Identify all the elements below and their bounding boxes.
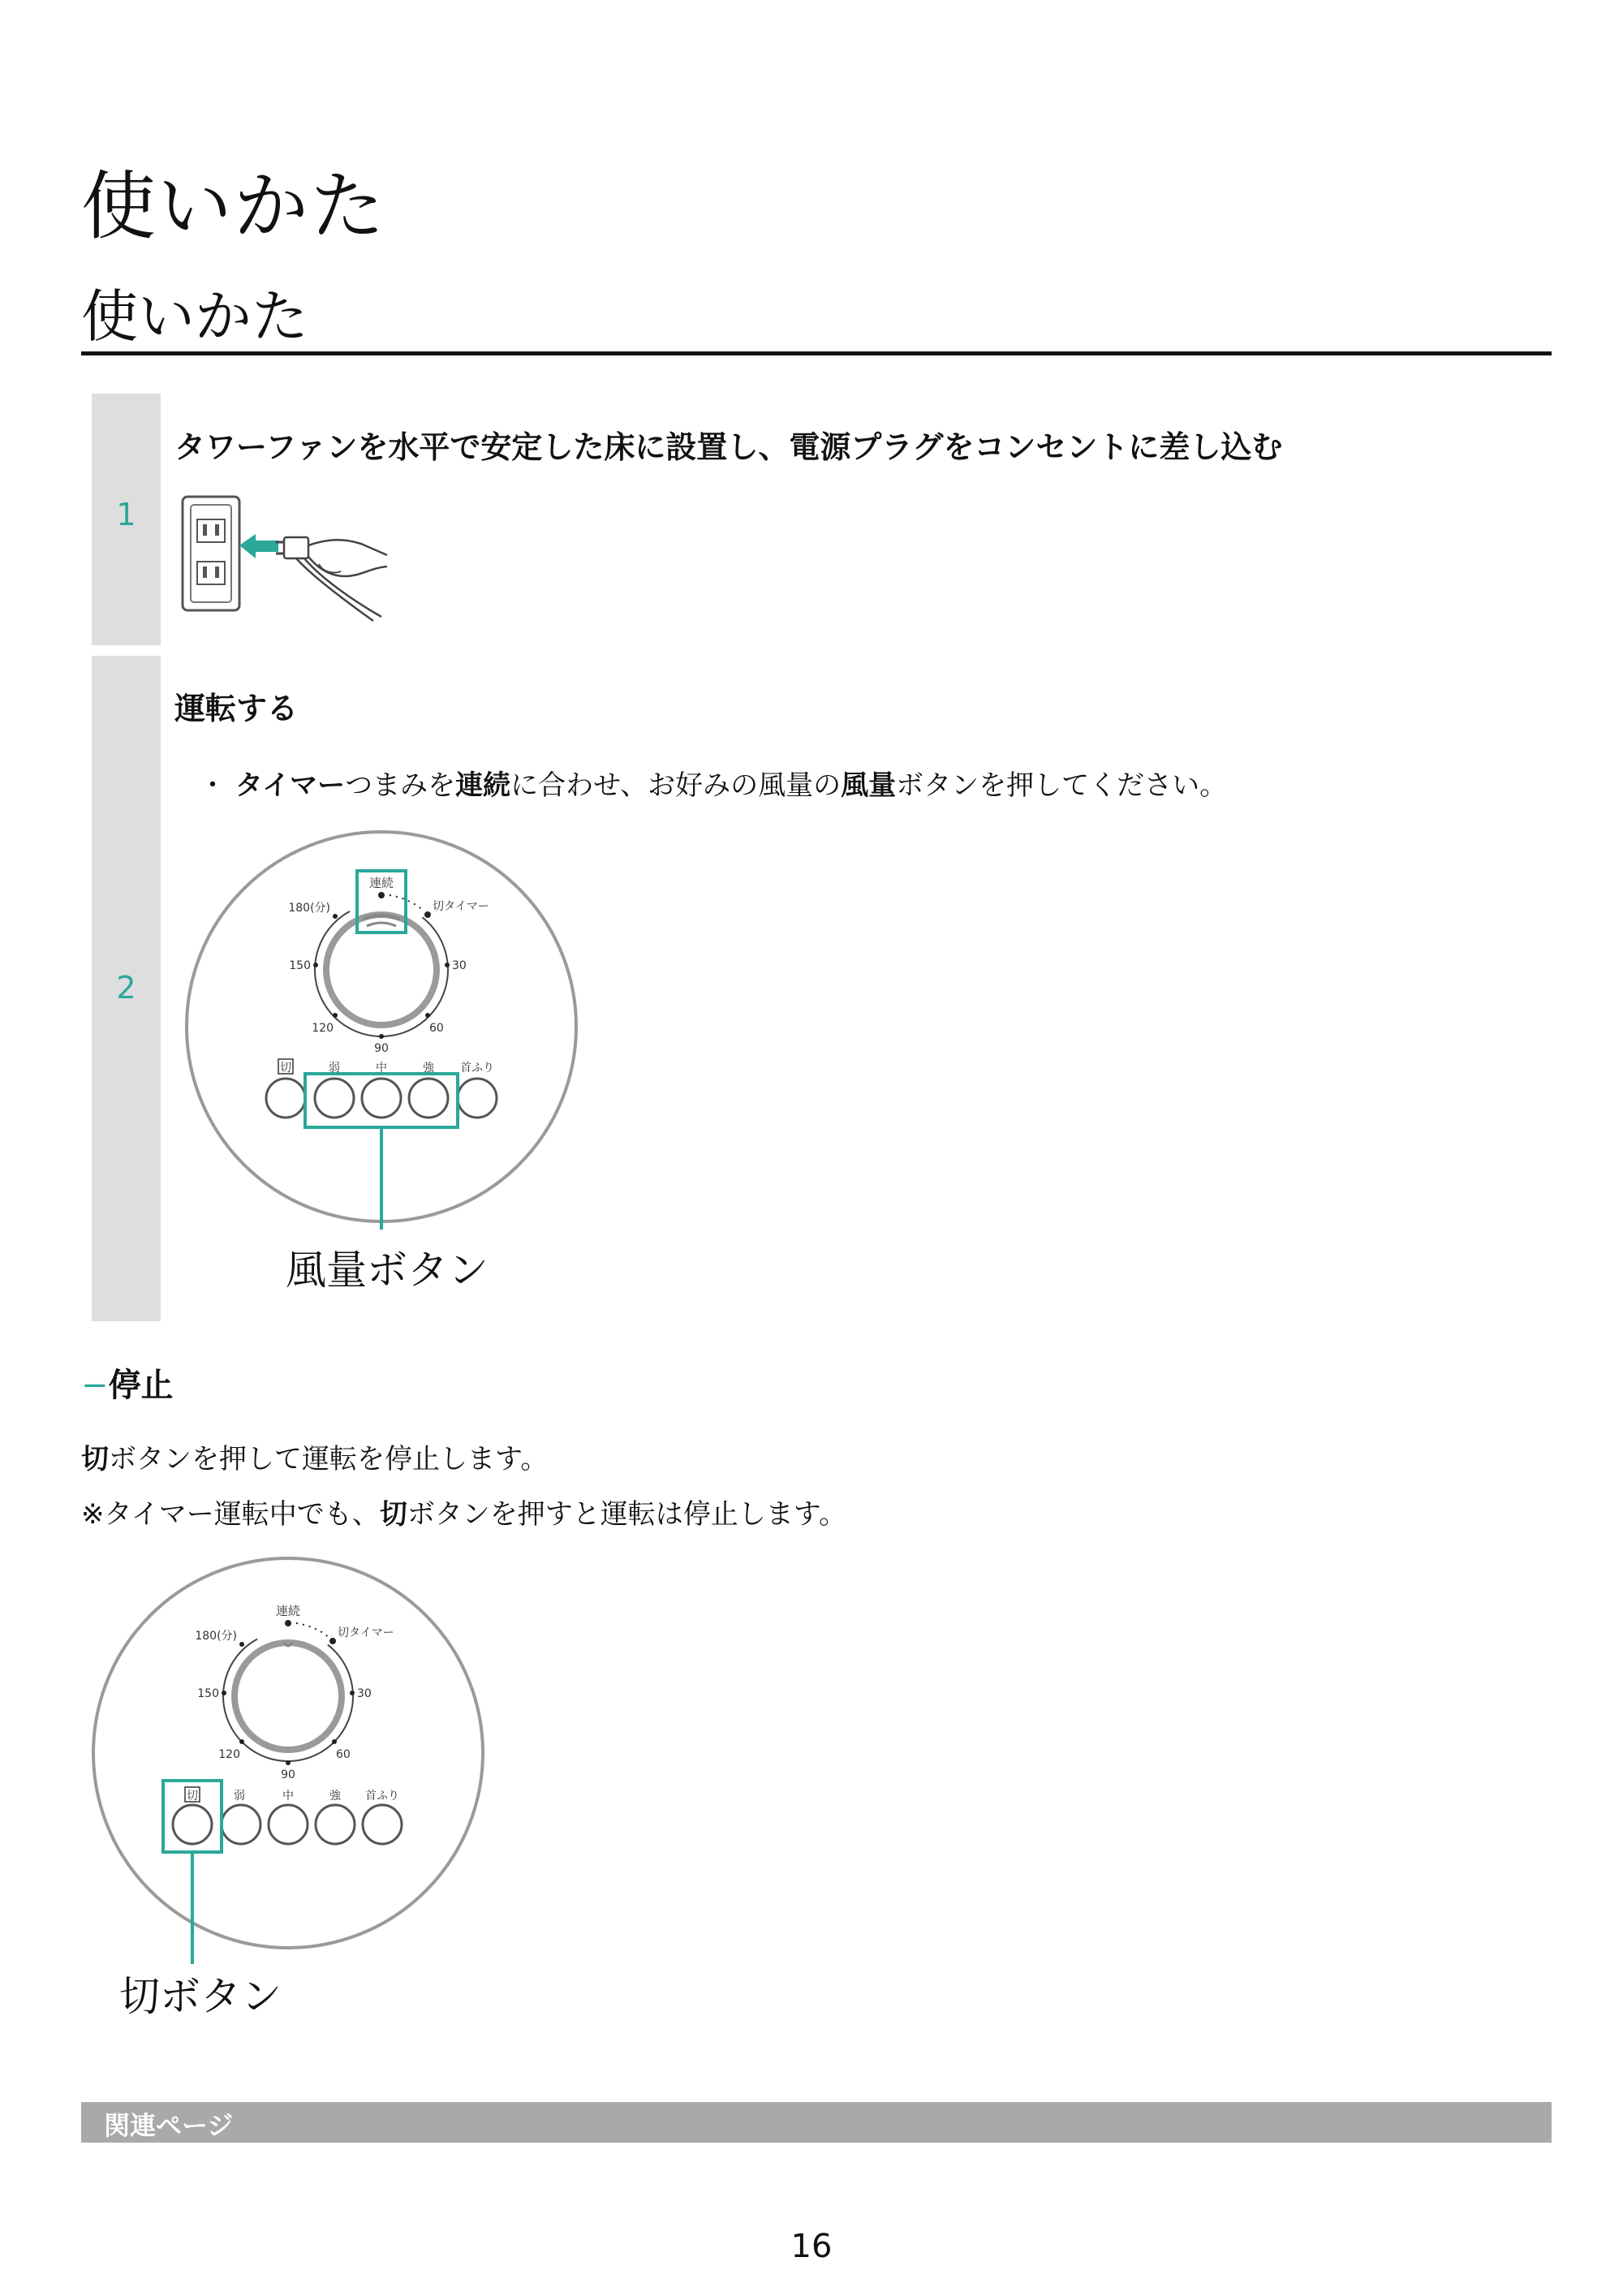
dial2-label-30: 30 [357,1687,372,1700]
dial2-label-180: 180(分) [195,1630,237,1643]
section-title: 使いかた [81,283,308,350]
dial2-label-120: 120 [218,1748,240,1761]
btn2-label-jaku: 弱 [234,1790,245,1803]
dial-label-30: 30 [452,959,467,972]
section-rule [81,351,1552,355]
off-button-callout: 切ボタン [119,1973,282,2020]
stop-heading: −停止 [81,1367,174,1404]
dial-label-60: 60 [429,1022,444,1035]
dial-label-90: 90 [374,1042,389,1055]
wind-button-callout: 風量ボタン [286,1247,489,1294]
btn-label-kyo: 強 [423,1062,434,1075]
dial2-label-150: 150 [197,1687,219,1700]
btn2-label-kiri: 切 [187,1790,198,1803]
step-2-title: 運転する [174,691,299,726]
dial-label-renzoku: 連続 [368,876,394,890]
btn2-label-kubifuri: 首ふり [365,1790,399,1803]
related-pages-label[interactable]: 関連ページ [104,2110,234,2141]
step-1-number: 1 [116,497,136,532]
plug-outlet-illustration [174,487,410,629]
dial2-label-renzoku: 連続 [275,1604,301,1618]
btn-label-kiri: 切 [280,1062,291,1075]
dial-label-kiri-timer: 切タイマー [433,900,489,913]
dial-label-180: 180(分) [288,902,330,915]
control-panel-diagram-2 [81,1550,503,1972]
btn-label-kubifuri: 首ふり [460,1062,494,1075]
dial-label-120: 120 [312,1022,334,1035]
control-panel-diagram-1 [174,824,580,1230]
btn-label-chu: 中 [376,1062,387,1075]
dial-label-150: 150 [289,959,311,972]
btn-label-jaku: 弱 [329,1062,340,1075]
step-1-title: タワーファンを水平で安定した床に設置し、電源プラグをコンセントに差し込む [174,429,1283,465]
btn2-label-kyo: 強 [329,1790,341,1803]
step-2-number: 2 [116,970,136,1006]
dial2-label-60: 60 [336,1748,351,1761]
page-title: 使いかた [81,163,387,250]
related-pages-bar [81,2102,1552,2143]
dial2-label-kiri-timer: 切タイマー [338,1626,394,1639]
page-number: 16 [790,2228,833,2265]
step-2-instruction: ・ タイマーつまみを連続に合わせ、お好みの風量の風量ボタンを押してください。 [199,769,1228,802]
dial2-label-90: 90 [281,1768,295,1781]
stop-paragraph-2: ※タイマー運転中でも、切ボタンを押すと運転は停止します。 [81,1498,847,1531]
stop-paragraph-1: 切ボタンを押して運転を停止します。 [81,1443,549,1475]
btn2-label-chu: 中 [282,1790,294,1803]
